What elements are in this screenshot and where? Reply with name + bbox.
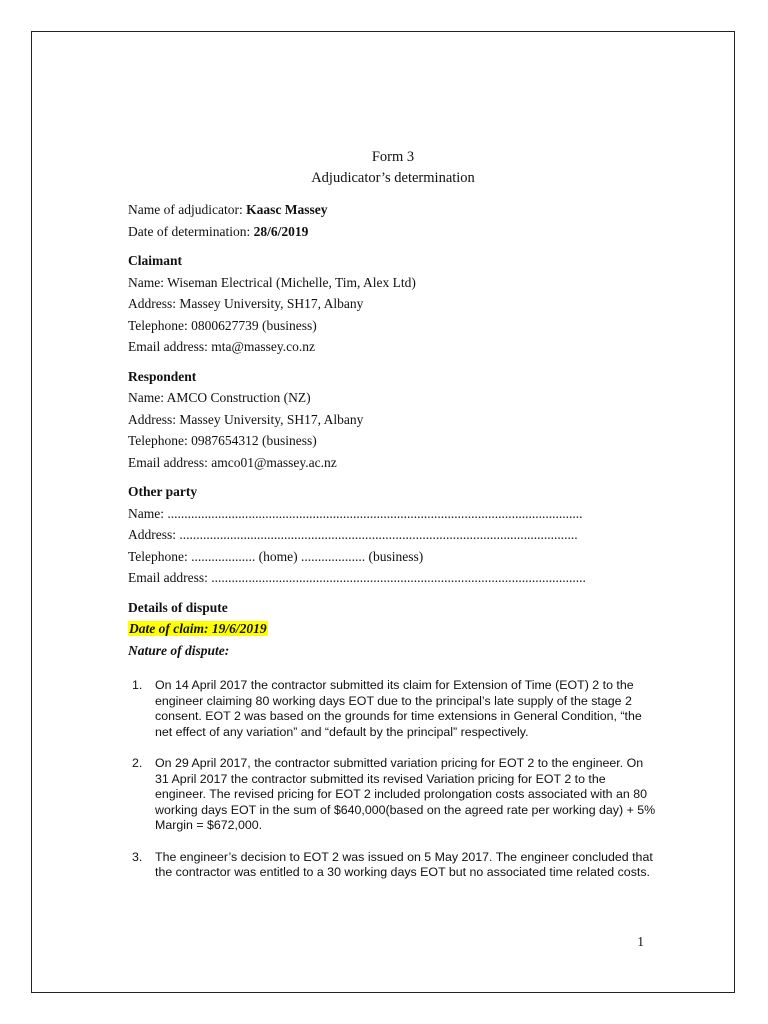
date-of-claim-line <box>128 618 658 640</box>
claimant-email: Email address: mta@massey.co.nz <box>128 339 316 354</box>
list-item-number: 1. <box>132 678 143 692</box>
list-item-text: On 14 April 2017 the contractor submitted its claim for Extension of Time (EOT) 2 to the engineer claiming 80 working days EOT due to the principal’s late supply of the stage 2 consent. EOT 2 was based on the grounds for time extensions in General Condition, “the net effect of any variation” and “default by the principal” respectively. <box>155 678 642 739</box>
respondent-email: Email address: amco01@massey.ac.nz <box>128 454 337 470</box>
page-number: 1 <box>637 934 644 949</box>
other-party-name: Name: ........................................................................................................................... <box>128 505 583 521</box>
other-party-email: Email address: ............................................................................................................... <box>128 570 586 585</box>
other-party-heading: Other party <box>128 484 198 499</box>
respondent-name: Name: AMCO Construction (NZ) <box>128 390 311 405</box>
list-item-text: On 29 April 2017, the contractor submitted variation pricing for EOT 2 to the engineer. On 31 April 2017 the contractor submitted its revised Variation pricing for EOT 2 to the engineer. The revised pricing for EOT 2 included prolongation costs associated with an 80 working days EOT in the sum of $640,000(based on the agreed rate per working day) + 5% Margin = $672,000. <box>155 755 656 833</box>
list-item-number: 2. <box>132 755 143 770</box>
other-party-telephone: Telephone: ................... (home) ................... (business) <box>128 548 424 564</box>
adjudicator-name: Kaasc Massey <box>246 202 328 217</box>
respondent-address: Address: Massey University, SH17, Albany <box>128 411 364 427</box>
claimant-telephone: Telephone: 0800627739 (business) <box>128 317 317 333</box>
respondent-heading: Respondent <box>128 368 197 384</box>
list-item <box>128 678 658 740</box>
claimant-address: Address: Massey University, SH17, Albany <box>128 296 364 311</box>
date-of-claim: Date of claim: 19/6/2019 <box>129 621 267 636</box>
adjudicator-name-line <box>128 199 658 221</box>
form-number: Form 3 <box>371 149 415 165</box>
determination-date-label: Date of determination: <box>128 223 251 239</box>
other-party-address: Address: ...................................................................................................................... <box>128 527 578 542</box>
dispute-list <box>128 678 658 881</box>
form-title: Adjudicator’s determination <box>311 170 475 186</box>
list-item <box>128 756 658 834</box>
claimant-name: Name: Wiseman Electrical (Michelle, Tim, Alex Ltd) <box>128 274 416 290</box>
determination-date-line <box>128 221 658 243</box>
determination-date: 28/6/2019 <box>253 223 309 239</box>
adjudicator-label: Name of adjudicator: <box>128 202 243 217</box>
nature-of-dispute-label: Nature of dispute: <box>128 642 230 658</box>
dispute-heading: Details of dispute <box>128 599 228 615</box>
respondent-telephone: Telephone: 0987654312 (business) <box>128 433 317 448</box>
document-body <box>128 147 658 896</box>
list-item-text: The engineer’s decision to EOT 2 was issued on 5 May 2017. The engineer concluded that the contractor was entitled to a 30 working days EOT but no associated time related costs. <box>155 849 653 880</box>
claimant-heading: Claimant <box>128 253 182 268</box>
list-item-number: 3. <box>132 849 143 864</box>
list-item <box>128 850 658 881</box>
